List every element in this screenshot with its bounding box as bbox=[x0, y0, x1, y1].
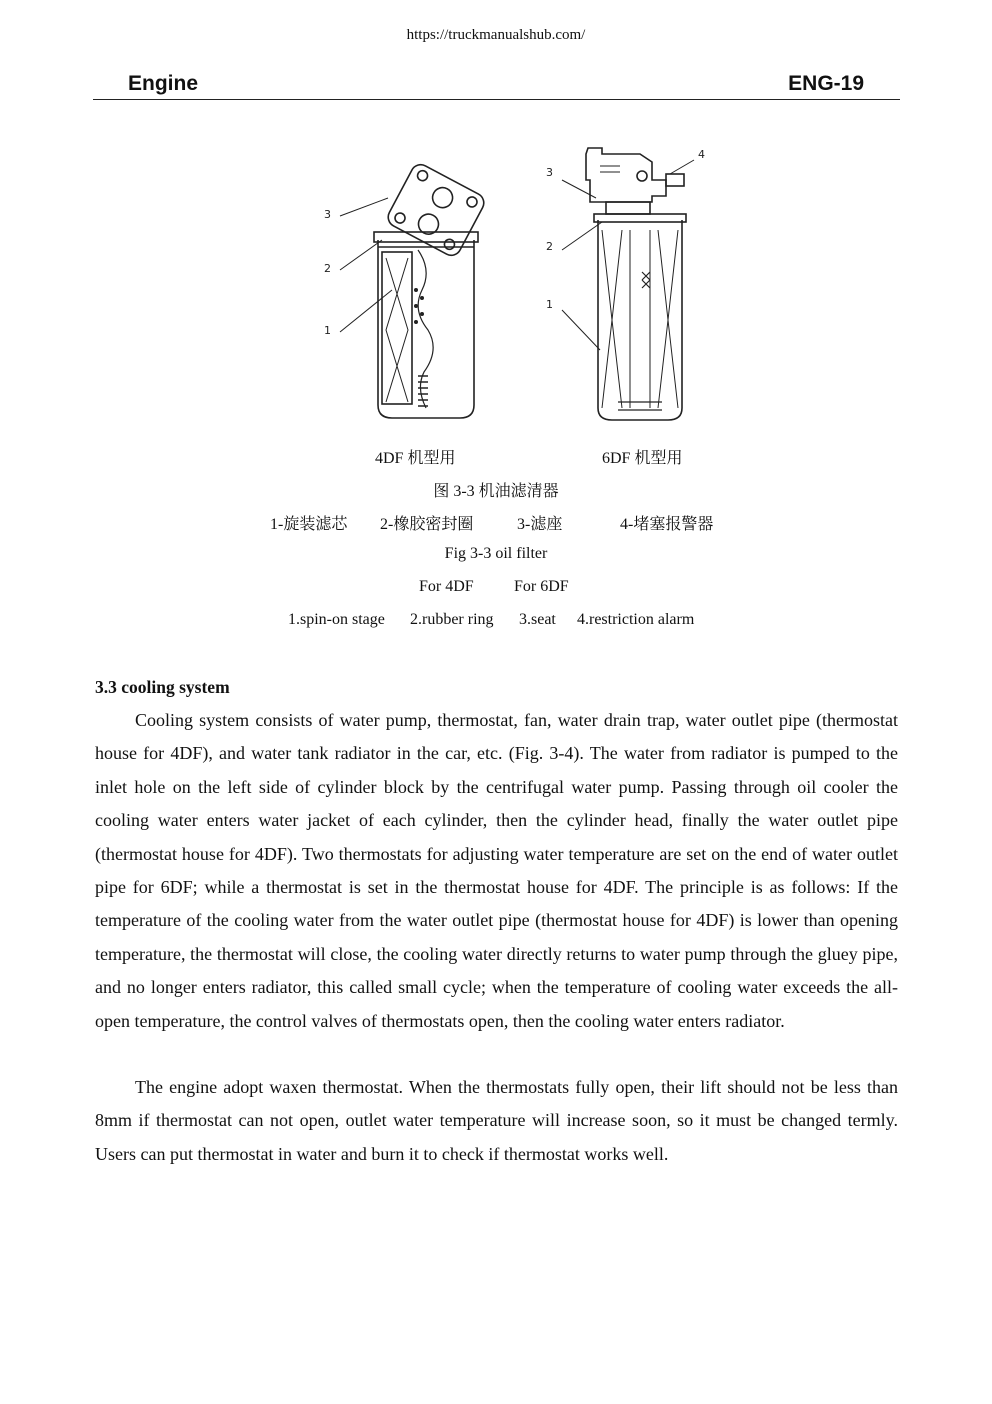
paragraph-1-text: Cooling system consists of water pump, thermostat, fan, water drain trap, water outlet pipe (thermostat house for 4DF), and water tank radiator in the car, etc. (Fig. 3-4). The water from radiator is pumped to the inlet hole on the left side of cylinder block by the centrifugal water pump. Passing through oil cooler the cooling water enters water jacket of each cylinder, then the cylinder head, finally the water outlet pipe (thermostat house for 4DF). Two thermostats for adjusting water temperature are set on the end of water outlet pipe for 6DF; while a thermostat is set in the thermostat house for 4DF. The principle is as follows: If the temperature of the cooling water from the water outlet pipe (thermostat house for 4DF) is lower than opening temperature, the thermostat will close, the cooling water directly returns to water pump through the gluey pipe, and no longer enters radiator, this called small cycle; when the temperature of cooling water exceeds the all-open temperature, the control valves of thermostats open, then the cooling water enters radiator. bbox=[95, 710, 898, 1031]
callout-4df-2: 2 bbox=[324, 262, 331, 275]
callout-6df-4: 4 bbox=[698, 148, 705, 161]
callout-6df-3: 3 bbox=[546, 166, 553, 179]
header-rule bbox=[93, 99, 900, 100]
part-cn-1: 1-旋装滤芯 bbox=[270, 516, 348, 533]
figure-title-en: Fig 3-3 oil filter bbox=[444, 545, 548, 562]
callout-4df-3: 3 bbox=[324, 208, 331, 221]
part-en-3: 3.seat bbox=[519, 611, 556, 628]
header-section-title: Engine bbox=[128, 72, 199, 95]
section-heading: 3.3 cooling system bbox=[95, 677, 230, 697]
part-cn-4: 4-堵塞报警器 bbox=[620, 516, 714, 533]
header-page-code: ENG-19 bbox=[788, 72, 864, 95]
source-url: https://truckmanualshub.com/ bbox=[406, 27, 586, 43]
caption-4df-cn: 4DF 机型用 bbox=[375, 450, 456, 467]
part-en-2: 2.rubber ring bbox=[410, 611, 494, 628]
part-cn-3: 3-滤座 bbox=[517, 516, 563, 533]
part-en-4: 4.restriction alarm bbox=[577, 611, 695, 628]
paragraph-2-text: The engine adopt waxen thermostat. When the thermostats fully open, their lift should not be less than 8mm if thermostat can not open, outlet water temperature will increase soon, so it must be changed termly. Users can put thermostat in water and burn it to check if thermostat works well. bbox=[95, 1077, 898, 1164]
figure-title-cn: 图 3-3 机油滤清器 bbox=[433, 483, 559, 500]
part-en-1: 1.spin-on stage bbox=[288, 611, 385, 628]
filter-4df-drawing bbox=[340, 161, 487, 418]
caption-6df-cn: 6DF 机型用 bbox=[602, 450, 683, 467]
body-paragraph-2 bbox=[95, 1071, 898, 1171]
part-cn-2: 2-橡胶密封圈 bbox=[380, 516, 474, 533]
callout-6df-1: 1 bbox=[546, 298, 553, 311]
callout-4df-1: 1 bbox=[324, 324, 331, 337]
callout-6df-2: 2 bbox=[546, 240, 553, 253]
filter-6df-drawing bbox=[562, 148, 694, 420]
body-paragraph-1 bbox=[95, 704, 898, 1038]
caption-for-4df: For 4DF bbox=[419, 578, 474, 595]
caption-for-6df: For 6DF bbox=[514, 578, 569, 595]
oil-filter-figure bbox=[300, 140, 720, 430]
